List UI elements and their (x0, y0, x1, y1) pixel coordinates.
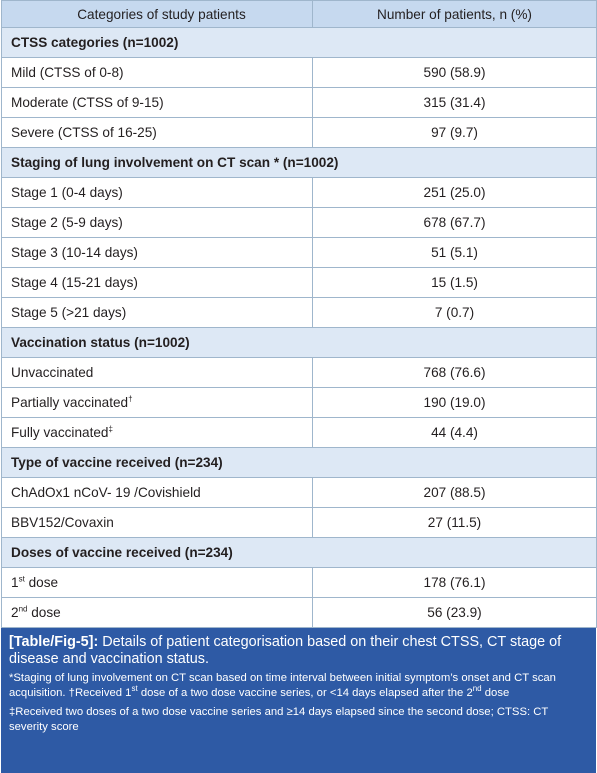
row-label (2, 238, 313, 268)
row-value: 15 (1.5) (313, 268, 597, 298)
row-label-text: ChAdOx1 nCoV- 19 /Covishield (11, 485, 201, 500)
row-value: 44 (4.4) (313, 418, 597, 448)
table-caption (1, 628, 596, 773)
row-label-suffix: dose (24, 575, 59, 590)
row-label (2, 118, 313, 148)
row-label-text: Stage 3 (10-14 days) (11, 245, 138, 260)
section-row (2, 448, 597, 478)
row-value: 7 (0.7) (313, 298, 597, 328)
row-label-text: Mild (CTSS of 0-8) (11, 65, 124, 80)
row-label (2, 298, 313, 328)
row-value: 768 (76.6) (313, 358, 597, 388)
caption-note-1-sup2: nd (472, 684, 482, 694)
row-label (2, 418, 313, 448)
row-label-text: 2 (11, 605, 19, 620)
row-value: 97 (9.7) (313, 118, 597, 148)
caption-note-1 (9, 671, 588, 702)
row-label-text: Moderate (CTSS of 9-15) (11, 95, 164, 110)
row-label-sup: ‡ (108, 424, 113, 434)
row-label-text: Severe (CTSS of 16-25) (11, 125, 157, 140)
row-label-text: BBV152/Covaxin (11, 515, 114, 530)
caption-note-2: ‡Received two doses of a two dose vaccine series and ≥14 days elapsed since the second dose; CTSS: CT severity score (9, 705, 549, 734)
section-title: Vaccination status (n=1002) (2, 328, 597, 358)
row-label (2, 208, 313, 238)
row-label-sup: st (18, 574, 25, 584)
table-row (2, 208, 597, 238)
section-title: Type of vaccine received (n=234) (2, 448, 597, 478)
section-title: Staging of lung involvement on CT scan * (n=1002) (2, 148, 597, 178)
row-label-sup: † (128, 394, 133, 404)
row-label-text: Fully vaccinated (11, 425, 109, 440)
row-label (2, 598, 313, 628)
table-body (2, 28, 597, 628)
row-value: 178 (76.1) (313, 568, 597, 598)
table-header-row (2, 1, 597, 28)
row-label (2, 358, 313, 388)
caption-note-1-end: dose (481, 687, 510, 700)
header-number-of-patients: Number of patients, n (%) (313, 1, 597, 28)
row-value: 27 (11.5) (313, 508, 597, 538)
section-title: CTSS categories (n=1002) (2, 28, 597, 58)
row-value: 190 (19.0) (313, 388, 597, 418)
table-row (2, 388, 597, 418)
row-label-text: Stage 1 (0-4 days) (11, 185, 123, 200)
row-label-text: Partially vaccinated (11, 395, 129, 410)
caption-note-1-sup: st (131, 684, 138, 694)
table-row (2, 508, 597, 538)
row-label-suffix: dose (27, 605, 61, 620)
row-label-text: 1 (11, 575, 19, 590)
caption-title-text: Details of patient categorisation based on their chest CTSS, CT stage of disease and vaccination status. (9, 634, 562, 667)
table-row (2, 358, 597, 388)
table-row (2, 418, 597, 448)
row-label (2, 568, 313, 598)
table-row (2, 268, 597, 298)
caption-ref: [Table/Fig-5]: (9, 634, 99, 650)
section-row (2, 148, 597, 178)
row-label (2, 268, 313, 298)
row-label (2, 88, 313, 118)
row-value: 207 (88.5) (313, 478, 597, 508)
study-table-figure (1, 0, 596, 773)
section-row (2, 328, 597, 358)
section-row (2, 538, 597, 568)
header-categories: Categories of study patients (2, 1, 313, 28)
row-label-text: Stage 5 (>21 days) (11, 305, 127, 320)
row-value: 315 (31.4) (313, 88, 597, 118)
row-value: 590 (58.9) (313, 58, 597, 88)
caption-note-1-text: *Staging of lung involvement on CT scan based on time interval between initial symptom’s onset and CT scan acquisition. †Received 1 (9, 672, 556, 700)
row-label-text: Stage 2 (5-9 days) (11, 215, 123, 230)
table-row (2, 298, 597, 328)
caption-title (9, 634, 588, 668)
row-value: 51 (5.1) (313, 238, 597, 268)
table-row (2, 88, 597, 118)
row-value: 678 (67.7) (313, 208, 597, 238)
patient-categories-table (1, 0, 597, 628)
table-row (2, 238, 597, 268)
row-label (2, 58, 313, 88)
table-row (2, 598, 597, 628)
caption-note-1-tail: dose of a two dose vaccine series, or <14 days elapsed after the 2 (137, 687, 473, 700)
row-label-sup: nd (18, 604, 28, 614)
row-label (2, 178, 313, 208)
table-row (2, 568, 597, 598)
section-title: Doses of vaccine received (n=234) (2, 538, 597, 568)
row-label (2, 478, 313, 508)
row-value: 56 (23.9) (313, 598, 597, 628)
row-label-text: Stage 4 (15-21 days) (11, 275, 138, 290)
table-row (2, 118, 597, 148)
section-row (2, 28, 597, 58)
table-row (2, 478, 597, 508)
row-label-text: Unvaccinated (11, 365, 94, 380)
table-row (2, 58, 597, 88)
row-label (2, 388, 313, 418)
row-label (2, 508, 313, 538)
table-row (2, 178, 597, 208)
row-value: 251 (25.0) (313, 178, 597, 208)
